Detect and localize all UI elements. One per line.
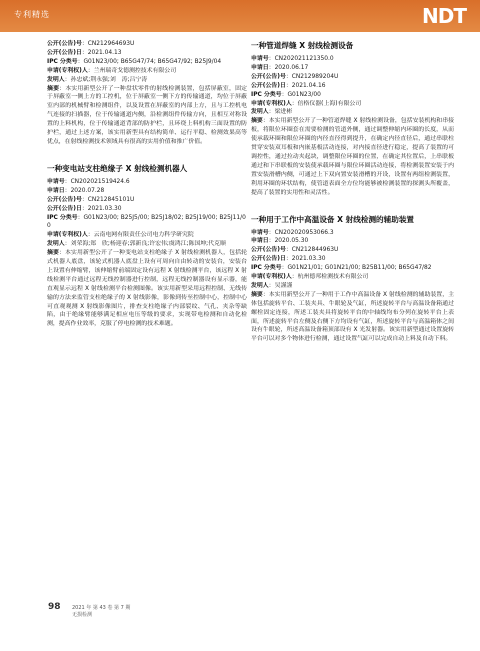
publication-date: 公开(公告)日：2021.04.16 xyxy=(251,82,326,89)
application-no: 申请号：CN202021519424.6 xyxy=(47,178,130,185)
patent-entry xyxy=(47,163,247,329)
publication-no: 公开(公告)号：CN212844963U xyxy=(251,247,339,254)
issue-line: 2021 年 第 43 卷 第 7 期 xyxy=(72,605,131,611)
patent-entry xyxy=(251,40,454,198)
section-label: 专利精选 xyxy=(14,10,50,19)
ipc-classification: IPC 分类号：G01N23/00 xyxy=(251,91,321,98)
inventors: 发明人：孙忠斌;荆永强;刘 涛;吕宁涛 xyxy=(47,76,148,83)
patent-entry xyxy=(47,40,247,147)
patent-title: 一种变电站支柱绝缘子 X 射线检测机器人 xyxy=(47,163,188,173)
page-header-band xyxy=(0,0,480,32)
application-date: 申请日：2020.07.28 xyxy=(47,187,105,194)
inventors: 发明人：梁进彬 xyxy=(251,109,293,116)
applicant: 申请(专利权)人：杭州德邦检测技术有限公司 xyxy=(251,274,369,281)
applicant: 申请(专利权)人：倍格仪器(上海)有限公司 xyxy=(251,100,362,107)
ipc-classification: IPC 分类号：G01N23/00; B65G47/74; B65G47/92; B25J9/04 xyxy=(47,58,222,65)
publication-date: 公开(公告)日：2021.03.30 xyxy=(47,205,122,212)
application-date: 申请日：2020.06.17 xyxy=(251,64,309,71)
patent-title: 一种用于工作中高温设备 X 射线检测的辅助装置 xyxy=(251,214,415,224)
applicant: 申请(专利权)人：兰州瑞奇戈德测控技术有限公司 xyxy=(47,67,177,74)
application-no: 申请号：CN202020953066.3 xyxy=(251,229,334,236)
abstract: 摘要：本实用新型公开了一种用于工作中高温设备 X 射线检测的辅助装置，主体包括旋转平台、工装夹具、牛眼轮及气缸，所述旋转平台与高温设备箱通过螺栓固定连接，所述工装夹具将旋转平台的中轴线均布分列在旋转平台上表面，所述旋转平台左侧及右侧下方均设有气缸，所述旋转平台与高温箱体之间设有牛眼轮，所述高温设备箱顶部设有 X 光发射器。该实用新型通过设置旋转平台可以对多个物体进行检测，通过设置气缸可以完成自动上料及自动下料。 xyxy=(251,291,455,343)
publication-no: 公开(公告)号：CN212845101U xyxy=(47,196,135,203)
page-number: 98 xyxy=(48,602,61,612)
right-column xyxy=(251,40,454,344)
publication-date: 公开(公告)日：2021.03.30 xyxy=(251,256,326,263)
patent-entry xyxy=(251,214,454,345)
applicant: 申请(专利权)人：云南电网有限责任公司电力科学研究院 xyxy=(47,232,194,239)
logo-text: NDT xyxy=(422,4,466,28)
ipc-classification: IPC 分类号：G01N21/01; G01N21/00; B25B11/00; B65G47/82 xyxy=(251,265,432,272)
ndt-logo xyxy=(422,4,466,28)
journal-issue-info xyxy=(72,605,130,619)
left-column xyxy=(47,40,247,329)
abstract: 摘要：本实用新型公开了一种管道焊缝 X 射线检测设备，包括安装机构和串接板，将限位环圈套在需要检测的管道外侧，通过调整伸缩内环圈的长度，从而使承载环圈和限位环圈的内径直径得到提升，在确定内径直径后，通过串联柱贯穿安装双耳板和内嵌基板活动连接，对内接直径进行稳定，提高了装置的可调控性，通过拉动夹起块，调整限位环圈的位置，在确定其位置后，上串联板通过和下串联板的安装使承载环圈与限位环圈活动连接，将检测装置安装于内置安装滑槽内侧，可通过上下双向置安装滑槽的开设，设置有两组检测装置，利用环圈的环状结构，使管道表面全方位均能够被检测装置的探测头所覆盖，提高了装置的实用性和灵活性。 xyxy=(251,118,455,196)
abstract: 摘要：本实用新型公开了一种盘状零件的射线检测装置，包括屏蔽室，固定于屏蔽室一侧上方的工控机，位于屏蔽室一侧下方的传输通道，均位于屏蔽室内部的机械臂和检测组件，以及设置在屏蔽室的内部上方，且与工控机电气连接的扫描器，位于传输通道内侧，沿检测组件传输方向，且相互对称设置的上料机构，位于传输通道背部的防护栏，且环绕上料机构三面设置的防护栏，通过上述方案，该实用新型具有结构简单、运行平稳、检测效果高等优点，在射线检测技术领域具有很高的实用价值和推广价值。 xyxy=(47,85,248,145)
inventors: 发明人：吴謹謹 xyxy=(251,282,293,289)
application-no: 申请号：CN202021121350.0 xyxy=(251,56,334,62)
publication-no: 公开(公告)号：CN212964693U xyxy=(47,41,135,47)
patent-title: 一种管道焊缝 X 射线检测设备 xyxy=(251,41,354,50)
ipc-classification: IPC 分类号：G01N23/00; B25J5/00; B25J18/02; B25J19/00; B25J11/00 xyxy=(47,214,246,230)
inventors: 发明人：刘荣海;郑 欣;杨迎春;郭新良;许宏伟;虞鸿江;陈国坤;代克顺 xyxy=(47,241,226,248)
application-date: 申请日：2020.05.30 xyxy=(251,238,309,245)
publication-no: 公开(公告)号：CN212989204U xyxy=(251,73,339,80)
publication-date: 公开(公告)日：2021.04.13 xyxy=(47,49,122,56)
journal-name: 无损检测 xyxy=(72,612,93,618)
abstract: 摘要：本实用新型公开了一种变电站支柱绝缘子 X 射线检测机器人，包括轮式机器人底盘，该轮式机器人底盘上设有可周向自由转动的安装台，安装台上设置有伸缩臂，该伸缩臂前端固定设有远程 X 射线检测平台，该远程 X 射线检测平台通过远程无线控制器进行控制，远程无线控制器设有显示器，能直观显示远程 X 射线检测平台检测图像。该实用新型采用远程控制、无线传输的方法来监管支柱绝缘子的 X 射线影像，影像到传至控制中心，控制中心可直观观测 X 射线影像图片，排查支柱绝缘子内部裂纹、气孔、夹杂等缺陷，由于绝缘臂能够满足相应电压等级的要求，实现带电检测和自动化检测，提高作业效率，克服了停电检测的技术难题。 xyxy=(47,250,248,328)
